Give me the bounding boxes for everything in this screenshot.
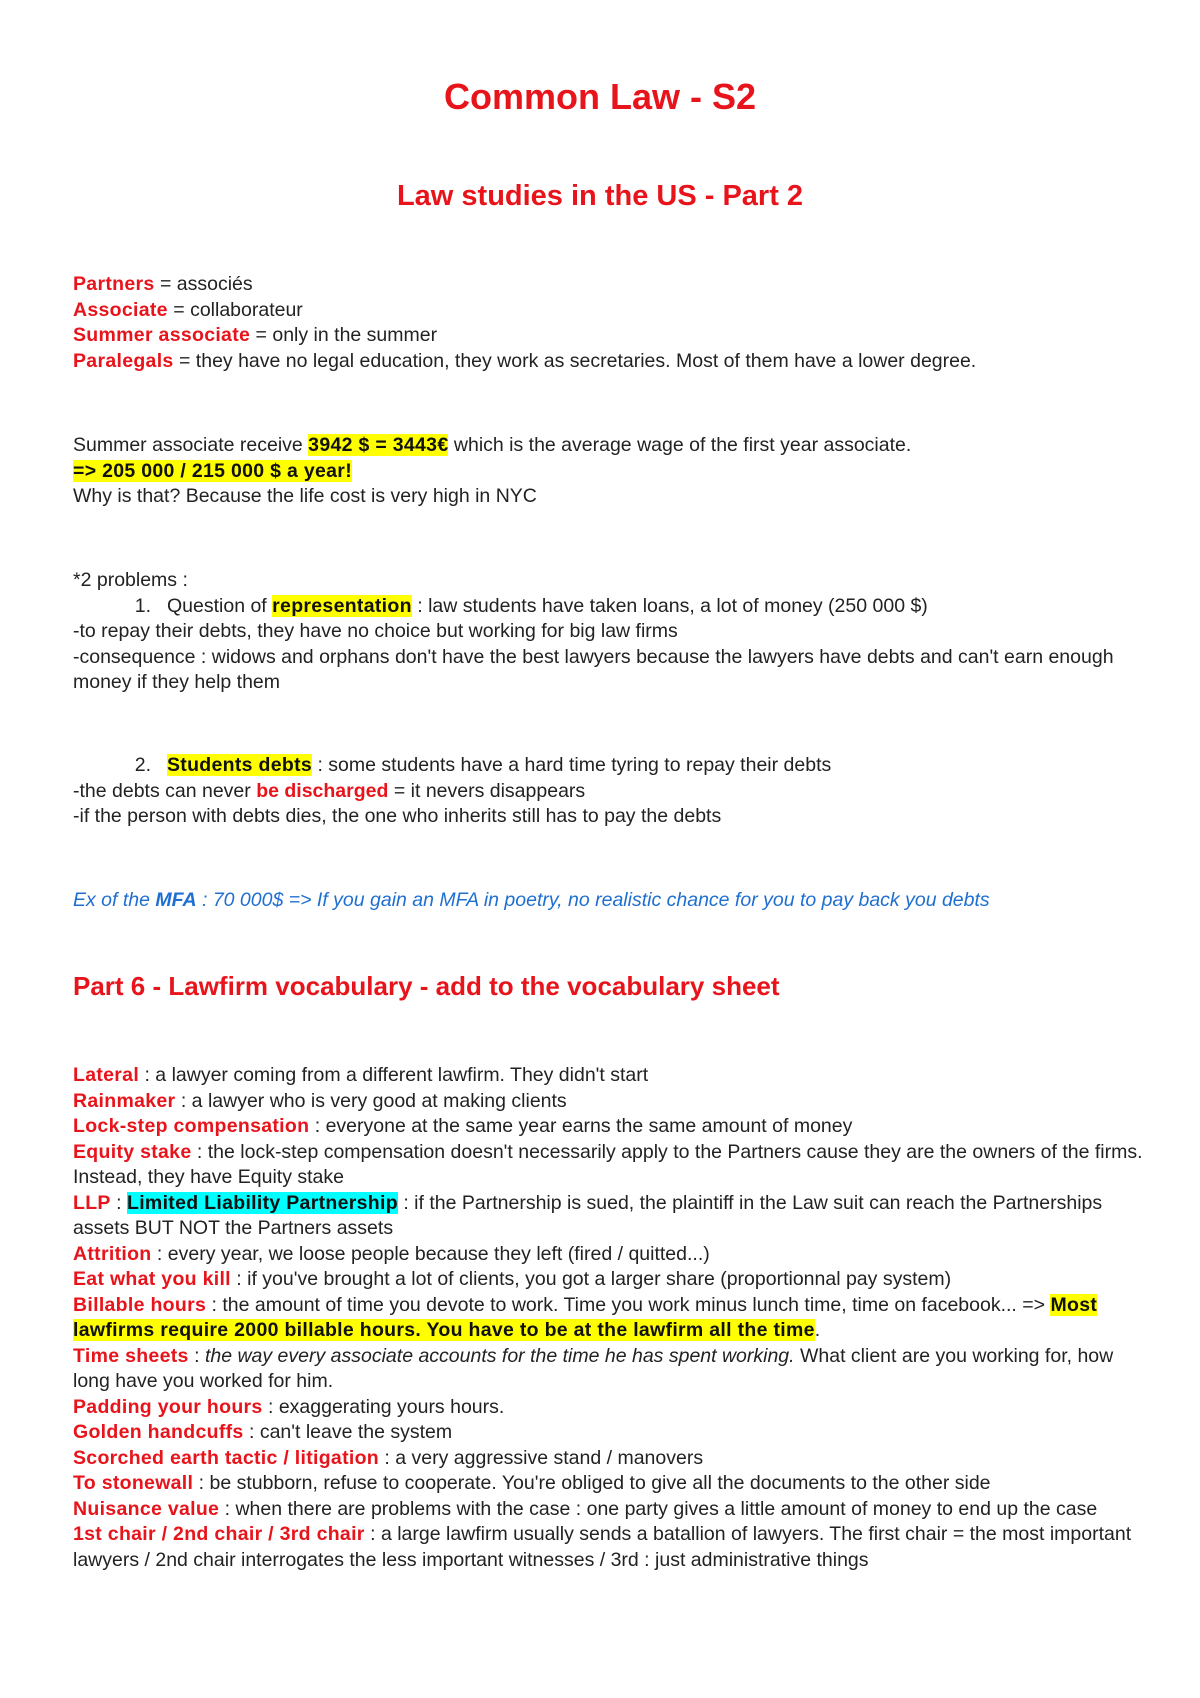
vocab-def: : can't leave the system: [243, 1421, 453, 1443]
mfa-post: : 70 000$ => If you gain an MFA in poetry, no realistic chance for you to pay back you debts: [196, 889, 990, 911]
vocab-item: [73, 1497, 1153, 1523]
vocab-def: : the amount of time you devote to work. Time you work minus lunch time, time on facebook... =>: [206, 1293, 1051, 1316]
role-item: [73, 349, 1153, 375]
vocab-def: What client are you working for, how long have you worked for him.: [73, 1344, 1114, 1392]
vocab-end: .: [814, 1319, 821, 1341]
problem-2-detail: [73, 779, 1153, 805]
roles-list: [73, 272, 1153, 374]
vocab-def: : a lawyer who is very good at making clients: [175, 1089, 567, 1112]
vocab-def: : exaggerating yours hours.: [262, 1395, 505, 1418]
vocab-term: Equity stake: [73, 1140, 192, 1163]
mfa-example: [73, 888, 1153, 914]
vocab-item: [73, 1063, 1153, 1089]
vocab-term: Padding your hours: [73, 1395, 263, 1418]
vocab-item: [73, 1267, 1153, 1293]
vocab-term: Rainmaker: [73, 1089, 176, 1112]
vocab-item: [73, 1114, 1153, 1140]
vocab-def: : the lock-step compensation doesn't necessarily apply to the Partners cause they are the owners of the firms. Instead, they have Equity stake: [73, 1140, 1143, 1188]
wage-why: Why is that? Because the life cost is very high in NYC: [73, 485, 537, 507]
problem-1-text: : law students have taken loans, a lot of money (250 000 $): [411, 594, 928, 617]
role-term: Paralegals: [73, 349, 174, 372]
document-title: Common Law - S2: [443, 76, 757, 117]
list-number: 1.: [134, 594, 151, 617]
vocab-item: [73, 1395, 1153, 1421]
mfa-pre: Ex of the: [73, 889, 156, 911]
vocab-item: [73, 1446, 1153, 1472]
vocab-def: : if you've brought a lot of clients, you got a larger share (proportionnal pay system): [230, 1268, 952, 1290]
vocab-def: : a lawyer coming from a different lawfirm. They didn't start: [139, 1064, 649, 1086]
vocab-item: [73, 1089, 1153, 1115]
mfa-bold: MFA: [155, 889, 197, 911]
vocab-sep: :: [188, 1344, 205, 1367]
vocab-term: Golden handcuffs: [73, 1421, 244, 1443]
problem-2: [73, 753, 1153, 779]
vocab-def: : be stubborn, refuse to cooperate. You're obliged to give all the documents to the other side: [193, 1472, 991, 1494]
problem-1: [73, 594, 1153, 620]
problem-1-consequence: -consequence : widows and orphans don't have the best lawyers because the lawyers have debts and can't earn enough money if they help them: [73, 645, 1114, 693]
vocabulary-list: [73, 1063, 1153, 1573]
vocab-highlight: Most lawfirms require 2000 billable hours. You have to be at the lawfirm all the time: [73, 1293, 1098, 1341]
problem-2-detail-post: = it nevers disappears: [388, 779, 586, 802]
role-term: Summer associate: [73, 324, 251, 346]
vocab-term: 1st chair / 2nd chair / 3rd chair: [73, 1523, 365, 1545]
vocab-item: [73, 1344, 1153, 1395]
vocab-def: : a large lawfirm usually sends a batallion of lawyers. The first chair = the most important lawyers / 2nd chair interrogates the less important witnesses / 3rd : just administrative things: [73, 1523, 1132, 1571]
vocab-term: Lock-step compensation: [73, 1115, 310, 1137]
vocab-term: Eat what you kill: [73, 1268, 231, 1290]
vocab-highlight: Limited Liability Partnership: [127, 1191, 398, 1214]
wage-section: [73, 433, 1153, 510]
vocab-def: : if the Partnership is sued, the plaintiff in the Law suit can reach the Partnerships assets BUT NOT the Partners assets: [73, 1191, 1103, 1239]
problem-2-text: : some students have a hard time tyring to repay their debts: [312, 754, 832, 776]
vocab-term: LLP: [73, 1191, 111, 1214]
role-term: Associate: [73, 298, 168, 321]
wage-pre: Summer associate receive: [73, 434, 309, 456]
vocab-term: Billable hours: [73, 1293, 207, 1316]
problem-2-term: be discharged: [256, 779, 389, 802]
wage-amount: 3942 $ = 3443€: [308, 434, 449, 456]
vocab-def: : everyone at the same year earns the same amount of money: [309, 1115, 853, 1137]
vocab-term: Attrition: [73, 1242, 152, 1265]
wage-line: [73, 433, 1153, 459]
vocab-def: : a very aggressive stand / manovers: [379, 1446, 704, 1469]
list-number: 2.: [134, 754, 151, 776]
problem-2-detail-pre: -the debts can never: [73, 779, 257, 802]
vocab-item: [73, 1242, 1153, 1268]
role-item: [73, 272, 1153, 298]
role-item: [73, 298, 1153, 324]
vocab-item: [73, 1522, 1153, 1573]
vocab-italic: the way every associate accounts for the time he has spent working.: [204, 1344, 795, 1367]
mfa-example-line: [73, 888, 1153, 914]
problems-intro: *2 problems :: [73, 569, 188, 591]
problem-2-inherit: -if the person with debts dies, the one who inherits still has to pay the debts: [73, 805, 722, 827]
role-def: = collaborateur: [167, 298, 303, 321]
vocab-item: [73, 1140, 1153, 1191]
problem-1-highlight: representation: [272, 594, 412, 617]
vocab-term: Nuisance value: [73, 1497, 220, 1520]
vocab-term: Lateral: [73, 1064, 140, 1086]
vocab-term: Scorched earth tactic / litigation: [73, 1446, 380, 1469]
problem-2-highlight: Students debts: [167, 754, 313, 776]
problems-section: [73, 568, 1153, 696]
role-def: = they have no legal education, they work as secretaries. Most of them have a lower degree.: [173, 349, 977, 372]
vocab-term: Time sheets: [73, 1344, 189, 1367]
document-subtitle: Law studies in the US - Part 2: [396, 180, 804, 212]
wage-yearly: => 205 000 / 215 000 $ a year!: [73, 459, 352, 482]
vocab-term: To stonewall: [73, 1472, 194, 1494]
problem-2-section: [73, 753, 1153, 830]
vocab-def: : when there are problems with the case : one party gives a little amount of money to end up the case: [219, 1497, 1098, 1520]
vocab-item: [73, 1420, 1153, 1446]
role-item: [73, 323, 1153, 349]
vocab-item: [73, 1191, 1153, 1242]
role-def: = only in the summer: [250, 324, 438, 346]
vocab-item: [73, 1293, 1153, 1344]
vocab-sep: :: [110, 1191, 127, 1214]
wage-yearly-line: [73, 459, 1153, 485]
problem-1-detail: -to repay their debts, they have no choice but working for big law firms: [73, 620, 678, 642]
role-def: = associés: [154, 273, 253, 295]
vocab-def: : every year, we loose people because they left (fired / quitted...): [151, 1242, 710, 1265]
part6-heading: Part 6 - Lawfirm vocabulary - add to the vocabulary sheet: [73, 971, 780, 1001]
vocab-item: [73, 1471, 1153, 1497]
wage-post: which is the average wage of the first year associate.: [448, 434, 912, 456]
role-term: Partners: [73, 273, 155, 295]
problem-1-pre: Question of: [167, 594, 273, 617]
